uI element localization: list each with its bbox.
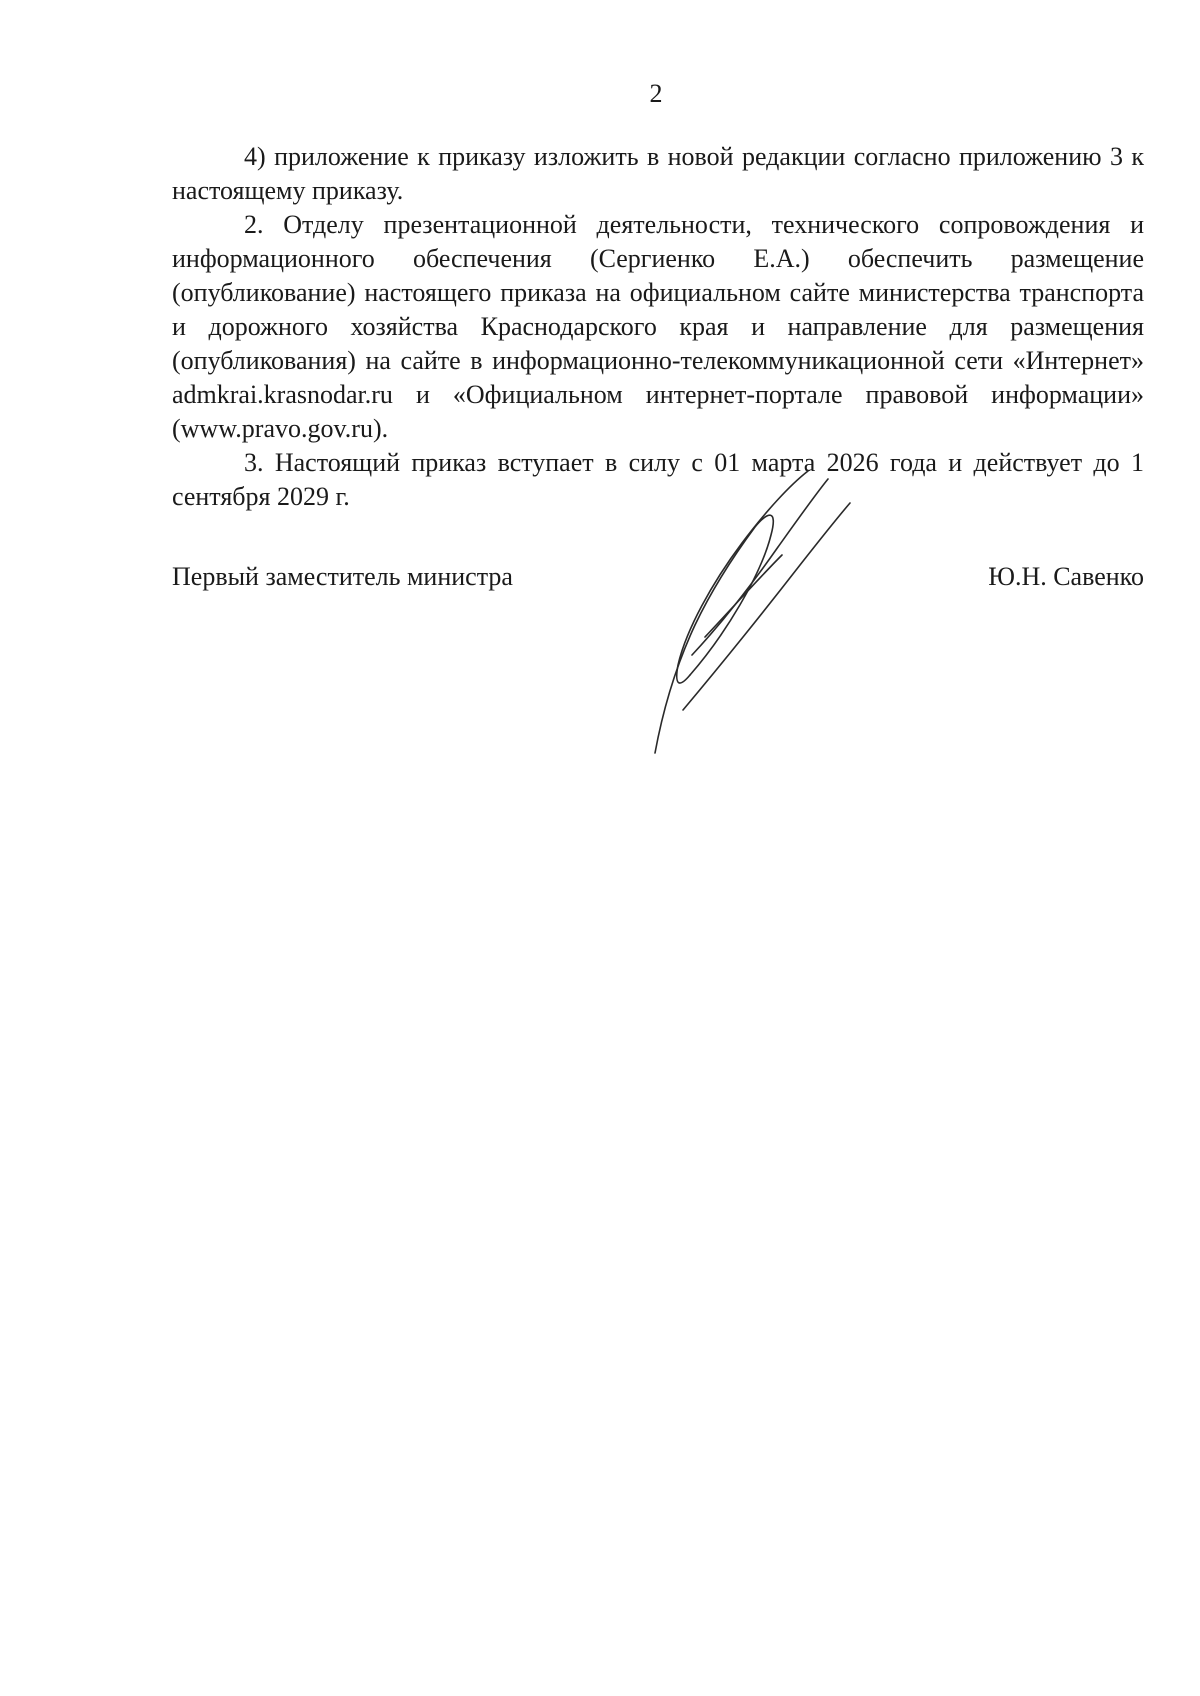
signature-stroke xyxy=(683,503,850,710)
handwritten-signature xyxy=(650,465,880,755)
signer-position: Первый заместитель министра xyxy=(172,562,513,591)
signature-block xyxy=(172,560,1144,600)
page-number: 2 xyxy=(649,79,663,108)
paragraph-item-3: 3. Настоящий приказ вступает в силу с 01 марта 2026 года и действует до 1 сентября 2029 г. xyxy=(172,448,1144,511)
document-body xyxy=(172,140,1144,514)
signer-name: Ю.Н. Савенко xyxy=(988,562,1144,591)
paragraph-item-2: 2. Отделу презентационной деятельности, технического сопровождения и информационного обеспечения (Сергиенко Е.А.) обеспечить размещение (опубликование) настоящего приказа на официальном сайте министерства транспорта и дорожного хозяйства Краснодарского края и направление для размещения (опубликования) на сайте в информационно-телекоммуникационной сети «Интернет» admkrai.krasnodar.ru и «Официальном интернет-портале правовой информации» (www.pravo.gov.ru). xyxy=(172,210,1144,443)
signature-stroke xyxy=(655,515,773,753)
paragraph-item-4: 4) приложение к приказу изложить в новой редакции согласно приложению 3 к настоящему приказу. xyxy=(172,142,1144,205)
